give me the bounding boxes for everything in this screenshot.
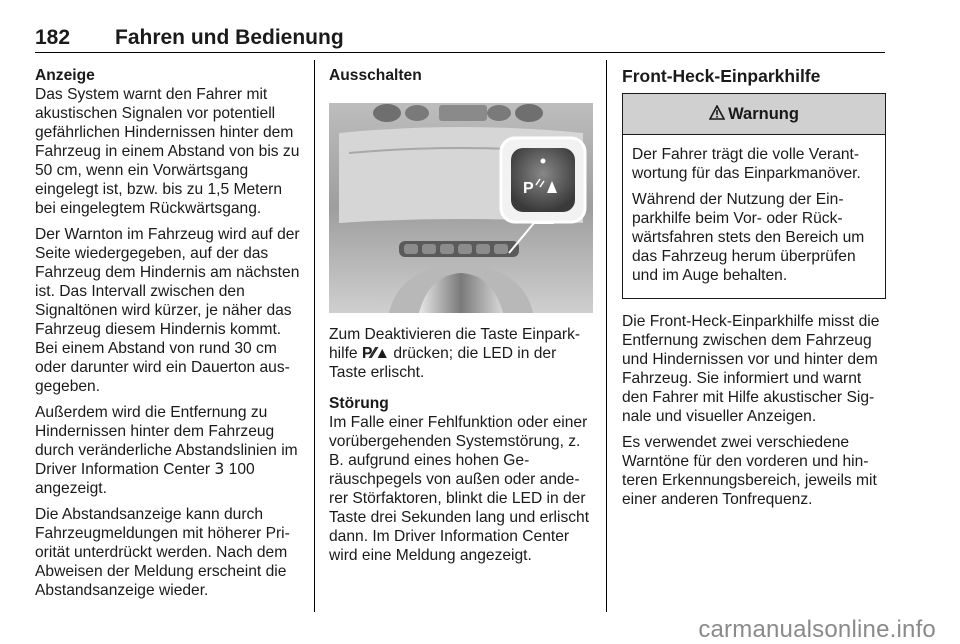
paragraph: Die Front-Heck-Einparkhilfe misst die Entfernung zwischen dem Fahrzeug und Hindernissen vor und hinter dem Fahrzeug. Sie informiert und warnt den Fahrer mit Hilfe akustischer Signale und visueller Anzeigen. xyxy=(622,313,880,425)
warning-icon xyxy=(709,105,725,124)
park-assist-icon: P⁄⁄▲ xyxy=(361,345,389,362)
section-heading-ausschalten: Ausschalten xyxy=(329,67,422,84)
paragraph xyxy=(329,325,593,382)
paragraph: Im Falle einer Fehlfunktion oder einer vorübergehenden Systemstörung, z. B. aufgrund eines hohen Geräuschpegels von außen oder anderer Störfaktoren, blinkt die LED in der Taste drei Sekunden lang und erlischt dann. Im Driver Information Center wird eine Meldung angezeigt. xyxy=(329,414,590,564)
column-front-heck-einparkhilfe xyxy=(622,66,888,516)
column-anzeige xyxy=(35,66,301,607)
paragraph-text: Außerdem wird die Entfernung zu Hindernissen hinter dem Fahrzeug durch veränderliche Abstandslinien im Driver Information Center xyxy=(35,404,298,478)
section-heading-front-heck-einparkhilfe: Front-Heck-Einparkhilfe xyxy=(622,66,821,86)
svg-text:P: P xyxy=(523,180,534,197)
column-divider xyxy=(314,60,315,612)
warning-title: Warnung xyxy=(728,104,799,123)
page-reference-icon[interactable]: 3 xyxy=(214,460,225,478)
paragraph-text: drücken; die LED in der Taste erlischt. xyxy=(329,345,557,381)
watermark: carmanualsonline.info xyxy=(698,616,936,643)
paragraph-text: Zum Deaktivieren die Taste Einparkhilfe xyxy=(329,326,581,362)
park-assist-button-illustration xyxy=(329,103,593,313)
paragraph-text: angezeigt. xyxy=(35,480,107,497)
chapter-title: Fahren und Bedienung xyxy=(115,26,344,49)
page-number: 182 xyxy=(35,26,71,49)
section-heading-anzeige: Anzeige xyxy=(35,67,95,84)
warning-triangle-icon xyxy=(709,105,725,120)
section-heading-stoerung: Störung xyxy=(329,395,389,412)
warning-body xyxy=(623,135,885,298)
paragraph: Das System warnt den Fahrer mit akustischen Signalen vor potentiell gefährlichen Hindernissen hinter dem Fahrzeug in einem Abstand von bis zu 50 cm, wenn ein Vorwärtsgang eingelegt ist, bzw. bis zu 1,5 Metern bei eingelegtem Rückwärtsgang. xyxy=(35,86,300,217)
warning-box xyxy=(622,93,886,299)
page-header xyxy=(35,26,885,53)
warning-header xyxy=(623,94,885,135)
warning-paragraph: Der Fahrer trägt die volle Verantwortung für das Einparkmanöver. xyxy=(632,146,861,182)
paragraph xyxy=(35,403,301,498)
paragraph: Der Warnton im Fahrzeug wird auf der Seite wiedergegeben, auf der das Fahrzeug dem Hindernis am nächsten ist. Das Intervall zwischen den Signaltönen wird kürzer, je näher das Fahrzeug diesem Hindernis kommt. Bei einem Abstand von rund 30 cm oder darunter wird ein Dauerton ausgegeben. xyxy=(35,226,300,395)
page-reference-number[interactable]: 100 xyxy=(224,461,255,478)
paragraph: Die Abstandsanzeige kann durch Fahrzeugmeldungen mit höherer Priorität unterdrückt werden. Nach dem Abweisen der Meldung erscheint die Abstandsanzeige wieder. xyxy=(35,506,290,599)
warning-paragraph: Während der Nutzung der Einparkhilfe beim Vor- oder Rückwärtsfahren stets den Bereich um das Fahrzeug herum überprüfen und im Auge behalten. xyxy=(632,191,865,284)
paragraph: Es verwendet zwei verschiedene Warntöne für den vorderen und hinteren Erkennungsbereich, jeweils mit einer anderen Tonfrequenz. xyxy=(622,434,877,508)
column-divider xyxy=(606,60,607,612)
column-ausschalten xyxy=(329,66,593,572)
